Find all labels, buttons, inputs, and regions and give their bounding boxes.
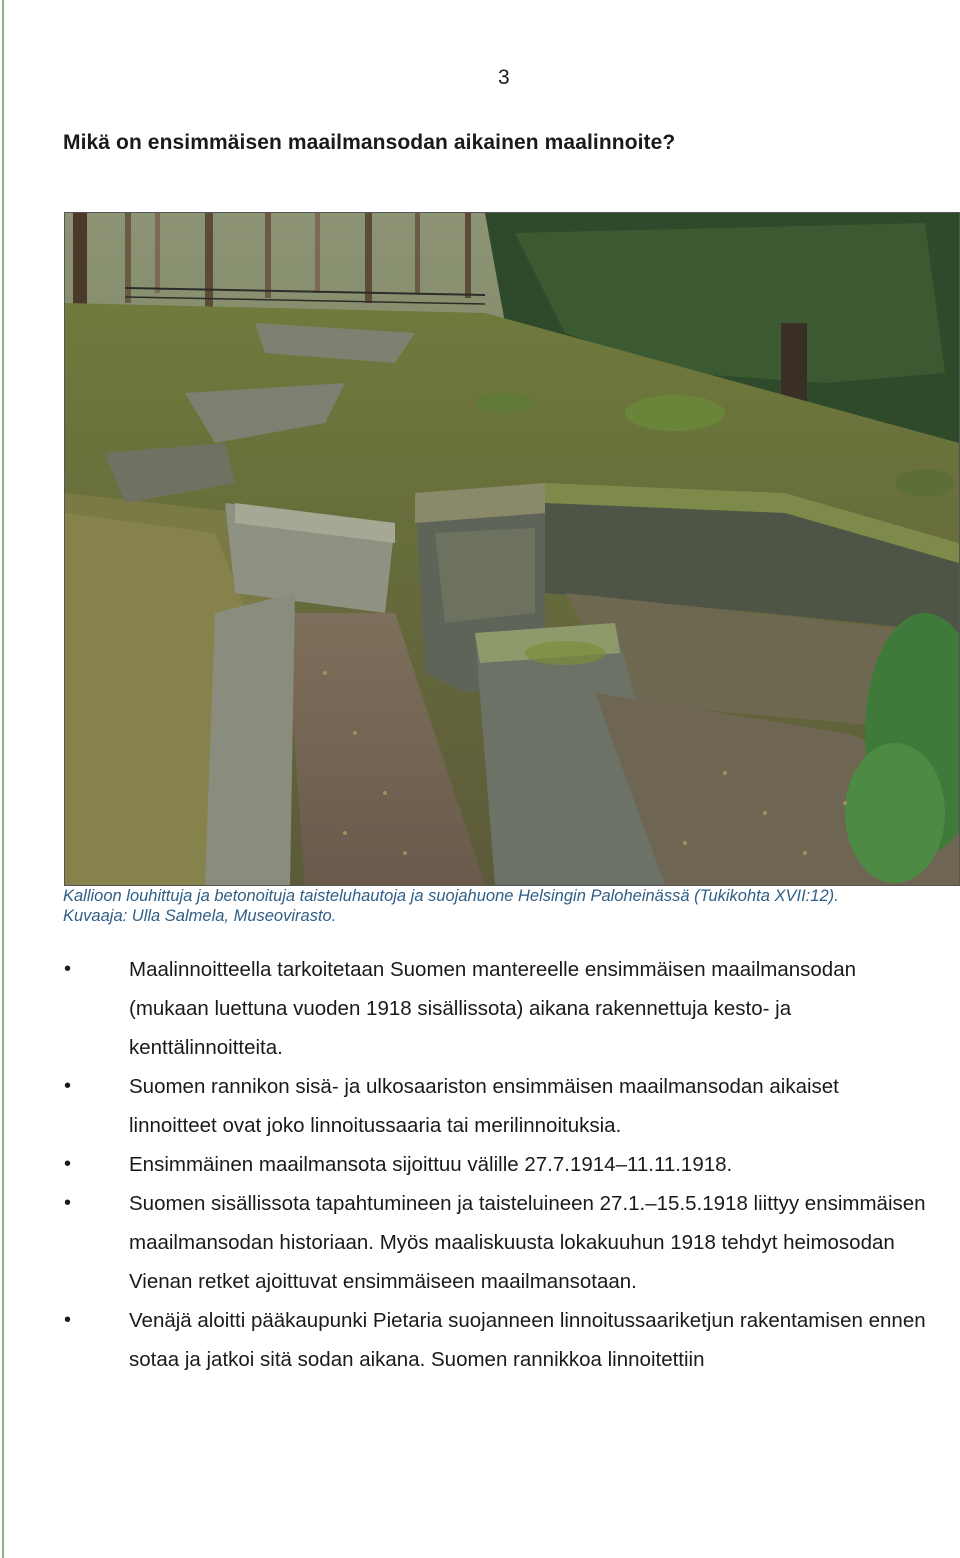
bullet-icon: •	[64, 1075, 72, 1097]
bullet-text: Suomen rannikon sisä- ja ulkosaariston ensimmäisen maailmansodan aikaiset linnoitteet ovat joko linnoitussaaria tai merilinnoituksia.	[129, 1075, 839, 1137]
bullet-text: Venäjä aloitti pääkaupunki Pietaria suojanneen linnoitussaariketjun rakentamisen ennen sotaa ja jatkoi sitä sodan aikana. Suomen rannikkoa linnoitettiin	[129, 1309, 926, 1371]
bullet-list	[0, 950, 960, 1379]
page-heading: Mikä on ensimmäisen maailmansodan aikainen maalinnoite?	[63, 131, 676, 154]
photo-caption	[63, 886, 943, 926]
bullet-icon: •	[64, 1153, 72, 1175]
page-number: 3	[498, 66, 510, 89]
list-item	[0, 1145, 960, 1184]
list-item	[0, 1067, 960, 1145]
bullet-text: Suomen sisällissota tapahtumineen ja taisteluineen 27.1.–15.5.1918 liittyy ensimmäisen maailmansodan historiaan. Myös maaliskuusta lokakuuhun 1918 tehdyt heimosodan Vienan retket ajoittuvat ensimmäiseen maailmansotaan.	[129, 1192, 926, 1293]
caption-line-2: Kuvaaja: Ulla Salmela, Museovirasto.	[63, 907, 337, 925]
bullet-icon: •	[64, 958, 72, 980]
bullet-icon: •	[64, 1309, 72, 1331]
list-item	[0, 950, 960, 1067]
bullet-text: Maalinnoitteella tarkoitetaan Suomen mantereelle ensimmäisen maailmansodan (mukaan luettuna vuoden 1918 sisällissota) aikana rakennettuja kesto- ja kenttälinnoitteita.	[129, 958, 857, 1059]
bullet-icon: •	[64, 1192, 72, 1214]
trench-photo	[64, 212, 960, 886]
list-item	[0, 1184, 960, 1301]
caption-line-1: Kallioon louhittuja ja betonoituja taisteluhautoja ja suojahuone Helsingin Paloheinässä (Tukikohta XVII:12).	[63, 887, 839, 905]
list-item	[0, 1301, 960, 1379]
bullet-text: Ensimmäinen maailmansota sijoittuu välille 27.7.1914–11.11.1918.	[129, 1153, 733, 1176]
